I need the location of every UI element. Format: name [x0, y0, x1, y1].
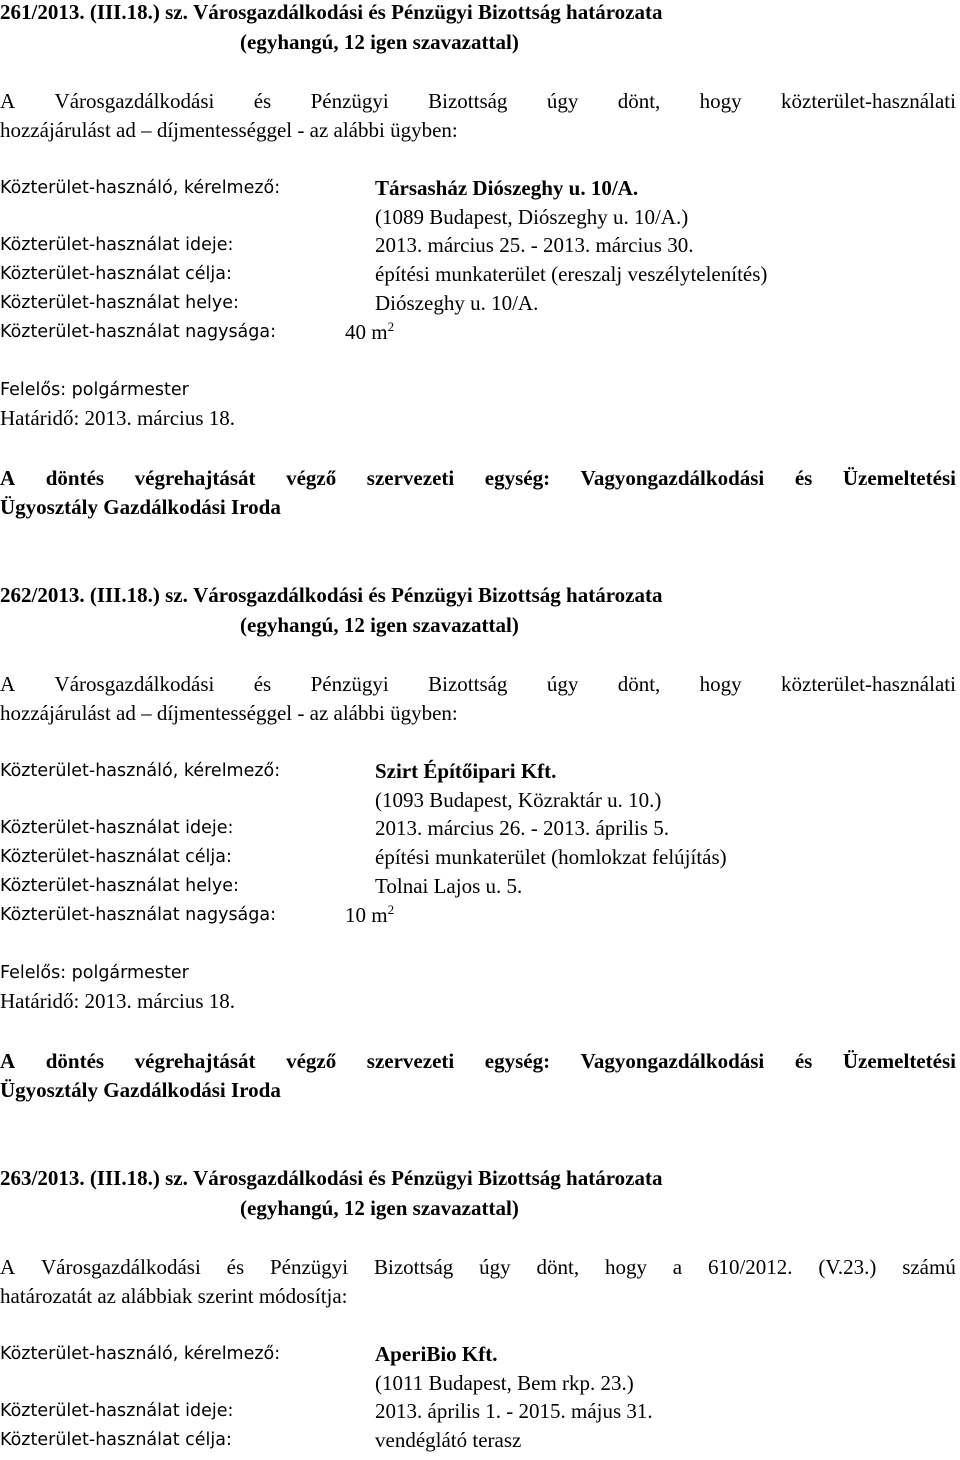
- justified-word: Városgazdálkodási: [41, 1255, 201, 1279]
- justified-word: Bizottság: [428, 89, 508, 113]
- size-superscript: 2: [387, 319, 395, 334]
- justified-word: és: [226, 1255, 245, 1279]
- justified-word: és: [253, 89, 272, 113]
- justified-word: döntés: [45, 466, 105, 490]
- applicant-name: Szirt Építőipari Kft.: [375, 759, 557, 783]
- justified-word: dönt,: [617, 89, 661, 113]
- justified-word: hogy: [699, 89, 742, 113]
- deadline: Határidő: 2013. március 18.: [0, 989, 236, 1013]
- justified-word: végző: [286, 1049, 337, 1073]
- resolution-number: 263/2013. (III.18.) sz.: [0, 1166, 188, 1190]
- body-line-1: [0, 89, 956, 113]
- justified-word: Vagyongazdálkodási: [580, 1049, 765, 1073]
- place-value: Tolnai Lajos u. 5.: [375, 874, 523, 898]
- justified-word: hogy: [604, 1255, 647, 1279]
- applicant-name: Társasház Diószeghy u. 10/A.: [375, 176, 639, 200]
- resolution-heading: [0, 0, 662, 24]
- resolution-title: Városgazdálkodási és Pénzügyi Bizottság határozata: [193, 0, 663, 24]
- body-line-1: [0, 1255, 956, 1279]
- purpose-label: Közterület-használat célja:: [0, 1430, 232, 1450]
- justified-word: hogy: [699, 672, 742, 696]
- justified-word: közterület-használati: [781, 89, 956, 113]
- justified-word: Üzemeltetési: [842, 1049, 956, 1073]
- size-number: 40 m: [345, 320, 388, 344]
- resolution-title: Városgazdálkodási és Pénzügyi Bizottság határozata: [193, 1166, 663, 1190]
- period-label: Közterület-használat ideje:: [0, 818, 234, 838]
- deadline: Határidő: 2013. március 18.: [0, 406, 236, 430]
- justified-word: és: [253, 672, 272, 696]
- justified-word: Pénzügyi: [310, 672, 389, 696]
- resolution-number: 261/2013. (III.18.) sz.: [0, 0, 188, 24]
- applicant-name: AperiBio Kft.: [375, 1342, 498, 1366]
- size-number: 10 m: [345, 903, 388, 927]
- period-label: Közterület-használat ideje:: [0, 235, 234, 255]
- size-value: [345, 903, 394, 927]
- size-label: Közterület-használat nagysága:: [0, 322, 277, 342]
- justified-word: Vagyongazdálkodási: [580, 466, 765, 490]
- justified-word: Városgazdálkodási: [54, 89, 215, 113]
- justified-word: dönt,: [617, 672, 661, 696]
- justified-word: A: [0, 466, 16, 490]
- justified-word: és: [794, 1049, 813, 1073]
- resolution-heading: [0, 583, 662, 607]
- justified-word: Városgazdálkodási: [54, 672, 215, 696]
- purpose-value: építési munkaterület (homlokzat felújítás): [375, 845, 727, 869]
- responsible: Felelős: polgármester: [0, 963, 189, 983]
- justified-word: a: [672, 1255, 683, 1279]
- justified-word: úgy: [546, 89, 579, 113]
- justified-word: szervezeti: [366, 466, 455, 490]
- purpose-value: építési munkaterület (ereszalj veszélytelenítés): [375, 262, 768, 286]
- justified-word: A: [0, 672, 16, 696]
- applicant-address: (1089 Budapest, Diószeghy u. 10/A.): [375, 205, 689, 229]
- justified-word: egység:: [484, 1049, 551, 1073]
- justified-word: úgy: [546, 672, 579, 696]
- justified-word: végrehajtását: [134, 1049, 256, 1073]
- applicant-label: Közterület-használó, kérelmező:: [0, 1344, 281, 1364]
- body-line-2: határozatát az alábbiak szerint módosítja:: [0, 1284, 348, 1308]
- executor-line-2: Ügyosztály Gazdálkodási Iroda: [0, 1078, 281, 1102]
- purpose-label: Közterület-használat célja:: [0, 847, 232, 867]
- justified-word: Üzemeltetési: [842, 466, 956, 490]
- resolution-title: Városgazdálkodási és Pénzügyi Bizottság határozata: [193, 583, 663, 607]
- applicant-label: Közterület-használó, kérelmező:: [0, 761, 281, 781]
- applicant-address: (1011 Budapest, Bem rkp. 23.): [375, 1371, 634, 1395]
- executor-line-1: [0, 466, 956, 490]
- applicant-address: (1093 Budapest, Közraktár u. 10.): [375, 788, 662, 812]
- place-value: Diószeghy u. 10/A.: [375, 291, 539, 315]
- justified-word: és: [794, 466, 813, 490]
- justified-word: Pénzügyi: [269, 1255, 349, 1279]
- executor-line-2: Ügyosztály Gazdálkodási Iroda: [0, 495, 281, 519]
- justified-word: egység:: [484, 466, 551, 490]
- body-line-2: hozzájárulást ad – díjmentességgel - az alábbi ügyben:: [0, 701, 458, 725]
- executor-line-1: [0, 1049, 956, 1073]
- applicant-label: Közterület-használó, kérelmező:: [0, 178, 281, 198]
- justified-word: számú: [902, 1255, 956, 1279]
- justified-word: közterület-használati: [781, 672, 956, 696]
- justified-word: Bizottság: [428, 672, 508, 696]
- justified-word: úgy: [479, 1255, 511, 1279]
- responsible: Felelős: polgármester: [0, 380, 189, 400]
- justified-word: végző: [286, 466, 337, 490]
- justified-word: A: [0, 1049, 16, 1073]
- resolution-heading: [0, 1166, 662, 1190]
- size-value: [345, 320, 394, 344]
- size-superscript: 2: [387, 902, 395, 917]
- justified-word: (V.23.): [818, 1255, 877, 1279]
- place-label: Közterület-használat helye:: [0, 876, 239, 896]
- period-label: Közterület-használat ideje:: [0, 1401, 234, 1421]
- justified-word: A: [0, 89, 16, 113]
- justified-word: szervezeti: [366, 1049, 455, 1073]
- justified-word: Pénzügyi: [310, 89, 389, 113]
- period-value: 2013. március 26. - 2013. április 5.: [375, 816, 669, 840]
- place-label: Közterület-használat helye:: [0, 293, 239, 313]
- vote-result: (egyhangú, 12 igen szavazattal): [240, 613, 519, 637]
- justified-word: végrehajtását: [134, 466, 256, 490]
- vote-result: (egyhangú, 12 igen szavazattal): [240, 30, 519, 54]
- period-value: 2013. április 1. - 2015. május 31.: [375, 1399, 653, 1423]
- vote-result: (egyhangú, 12 igen szavazattal): [240, 1196, 519, 1220]
- justified-word: 610/2012.: [707, 1255, 793, 1279]
- justified-word: döntés: [45, 1049, 105, 1073]
- justified-word: Bizottság: [373, 1255, 454, 1279]
- body-line-1: [0, 672, 956, 696]
- body-line-2: hozzájárulást ad – díjmentességgel - az alábbi ügyben:: [0, 118, 458, 142]
- justified-word: A: [0, 1255, 16, 1279]
- purpose-label: Közterület-használat célja:: [0, 264, 232, 284]
- period-value: 2013. március 25. - 2013. március 30.: [375, 233, 694, 257]
- justified-word: dönt,: [536, 1255, 580, 1279]
- size-label: Közterület-használat nagysága:: [0, 905, 277, 925]
- resolution-number: 262/2013. (III.18.) sz.: [0, 583, 188, 607]
- purpose-value: vendéglátó terasz: [375, 1428, 522, 1452]
